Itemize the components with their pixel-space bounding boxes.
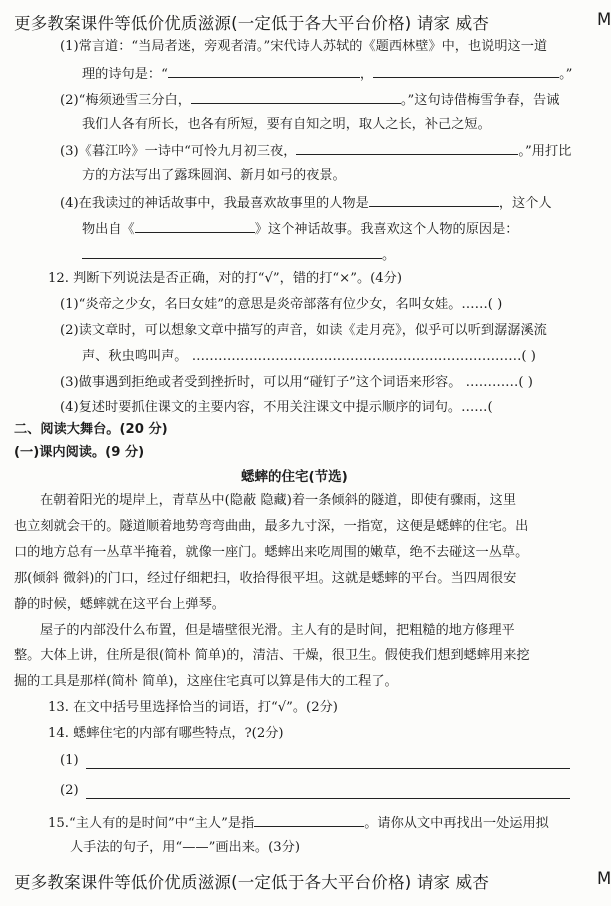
answer-line[interactable] — [86, 797, 570, 799]
answer-blank[interactable] — [296, 141, 518, 155]
q13: 13. 在文中括号里选择恰当的词语，打“√”。(2分) — [48, 700, 338, 715]
q12-item3: (3)做事遇到拒绝或者受到挫折时，可以用“碰钉子”这个词语来形容。 …………( ) — [60, 375, 533, 390]
q14-title: 14. 蟋蟀住宅的内部有哪些特点，?(2分) — [48, 726, 284, 741]
passage-title: 蟋蟀的住宅(节选) — [241, 469, 348, 485]
q11-p1-end: 。” — [559, 67, 573, 82]
q11-p1-lead: 理的诗句是：“ — [82, 67, 168, 82]
q11-p4-end: 。 — [382, 248, 396, 263]
answer-blank[interactable] — [369, 193, 499, 207]
q11-p3-line1 — [60, 141, 571, 161]
q11-p3-tail: 。”用打比 — [518, 144, 572, 159]
passage-line: 整。大体上讲，住所是很(简朴 简单)的，清洁、干燥，很卫生。假使我们想到蟋蟀用来挖 — [14, 648, 530, 663]
q11-p4-tail: ，这个人 — [498, 196, 552, 211]
passage-line: 那(倾斜 微斜)的门口，经过仔细耙扫，收拾得很平坦。这就是蟋蟀的平台。当四周很安 — [14, 571, 517, 586]
q12-item2-line2: 声、秋虫鸣叫声。 …………………………………………………………………( ) — [82, 349, 536, 364]
q11-p3-lead: (3)《暮江吟》一诗中“可怜九月初三夜， — [60, 144, 297, 159]
passage-line: 掘的工具是那样(简朴 简单)，这座住宅真可以算是伟大的工程了。 — [14, 674, 398, 689]
header-m: M — [597, 10, 611, 29]
answer-line[interactable] — [86, 767, 570, 769]
q15-line2: 人手法的句子，用“——”画出来。(3分) — [70, 840, 300, 855]
subsection-title: (一)课内阅读。(9 分) — [14, 445, 145, 460]
answer-blank[interactable] — [82, 245, 382, 259]
q11-p3-line2: 方的方法写出了露珠圆润、新月如弓的夜景。 — [82, 168, 346, 183]
q15-lead: 15.“主人有的是时间”中“主人”是指 — [48, 816, 255, 831]
passage-line: 在朝着阳光的堤岸上，青草丛中(隐蔽 隐藏)着一条倾斜的隧道，即使有骤雨，这里 — [40, 493, 517, 508]
answer-blank[interactable] — [191, 90, 401, 104]
footer-m: M — [597, 869, 611, 888]
q12-item2-line1: (2)读文章时，可以想象文章中描写的声音，如读《走月亮》，似乎可以听到潺潺溪流 — [60, 323, 547, 338]
q11-p2-lead: (2)“梅须逊雪三分白， — [60, 93, 191, 108]
q11-p4-lead2: 物出自《 — [82, 222, 135, 237]
q11-p4-tail2: 》这个神话故事。我喜欢这个人物的原因是： — [254, 222, 519, 237]
footer-text: 更多教案课件等低价优质滋源(一定低于各大平台价格) 请家 威杏 — [14, 873, 490, 892]
answer-blank[interactable] — [135, 219, 255, 233]
page-footer-banner — [0, 869, 609, 895]
answer-blank[interactable] — [373, 64, 559, 78]
q11-p1-line2 — [82, 64, 572, 84]
page-header-banner — [0, 10, 609, 36]
q12-item4: (4)复述时要抓住课文的主要内容，不用关注课文中提示顺序的词句。……( — [60, 400, 493, 415]
section-title: 二、阅读大舞台。(20 分) — [14, 422, 168, 437]
q11-p4-line3 — [82, 245, 395, 265]
q14-answer-label-2: (2) — [60, 783, 79, 798]
answer-blank[interactable] — [168, 64, 360, 78]
answer-blank[interactable] — [254, 813, 364, 827]
passage-line: 静的时候，蟋蟀就在这平台上弹琴。 — [14, 597, 225, 612]
passage-line: 口的地方总有一丛草半掩着，就像一座门。蟋蟀出来吃周围的嫩草，绝不去碰这一丛草。 — [14, 545, 529, 560]
q15-line1 — [48, 813, 549, 833]
q15-tail: 。请你从文中再找出一处运用拟 — [364, 816, 549, 831]
q14-answer-label-1: (1) — [60, 753, 79, 768]
passage-line: 屋子的内部没什么布置，但是墙壁很光滑。主人有的是时间，把粗糙的地方修理平 — [40, 623, 515, 638]
q11-p1-comma: ， — [359, 67, 374, 82]
q11-p4-lead: (4)在我读过的神话故事中，我最喜欢故事里的人物是 — [60, 196, 369, 211]
q11-p4-line2 — [82, 219, 519, 239]
header-text: 更多教案课件等低价优质滋源(一定低于各大平台价格) 请家 威杏 — [14, 14, 490, 33]
q11-p4-line1 — [60, 193, 552, 213]
q12-title: 12. 判断下列说法是否正确，对的打“√”，错的打“×”。(4分) — [48, 271, 403, 286]
q12-item1: (1)“炎帝之少女，名曰女娃”的意思是炎帝部落有位少女，名叫女娃。……( ) — [60, 297, 503, 312]
q11-p1-line1: (1)常言道：“当局者迷，旁观者清。”宋代诗人苏轼的《题西林壁》中，也说明这一道 — [60, 39, 548, 54]
q11-p2-line1 — [60, 90, 559, 110]
passage-line: 也立刻就会干的。隧道顺着地势弯弯曲曲，最多九寸深，一指宽，这便是蟋蟀的住宅。出 — [14, 519, 529, 534]
q11-p2-tail: 。”这句诗借梅雪争春，告诫 — [400, 93, 560, 108]
q11-p2-line2: 我们人各有所长，也各有所短，要有自知之明，取人之长，补己之短。 — [82, 117, 491, 132]
